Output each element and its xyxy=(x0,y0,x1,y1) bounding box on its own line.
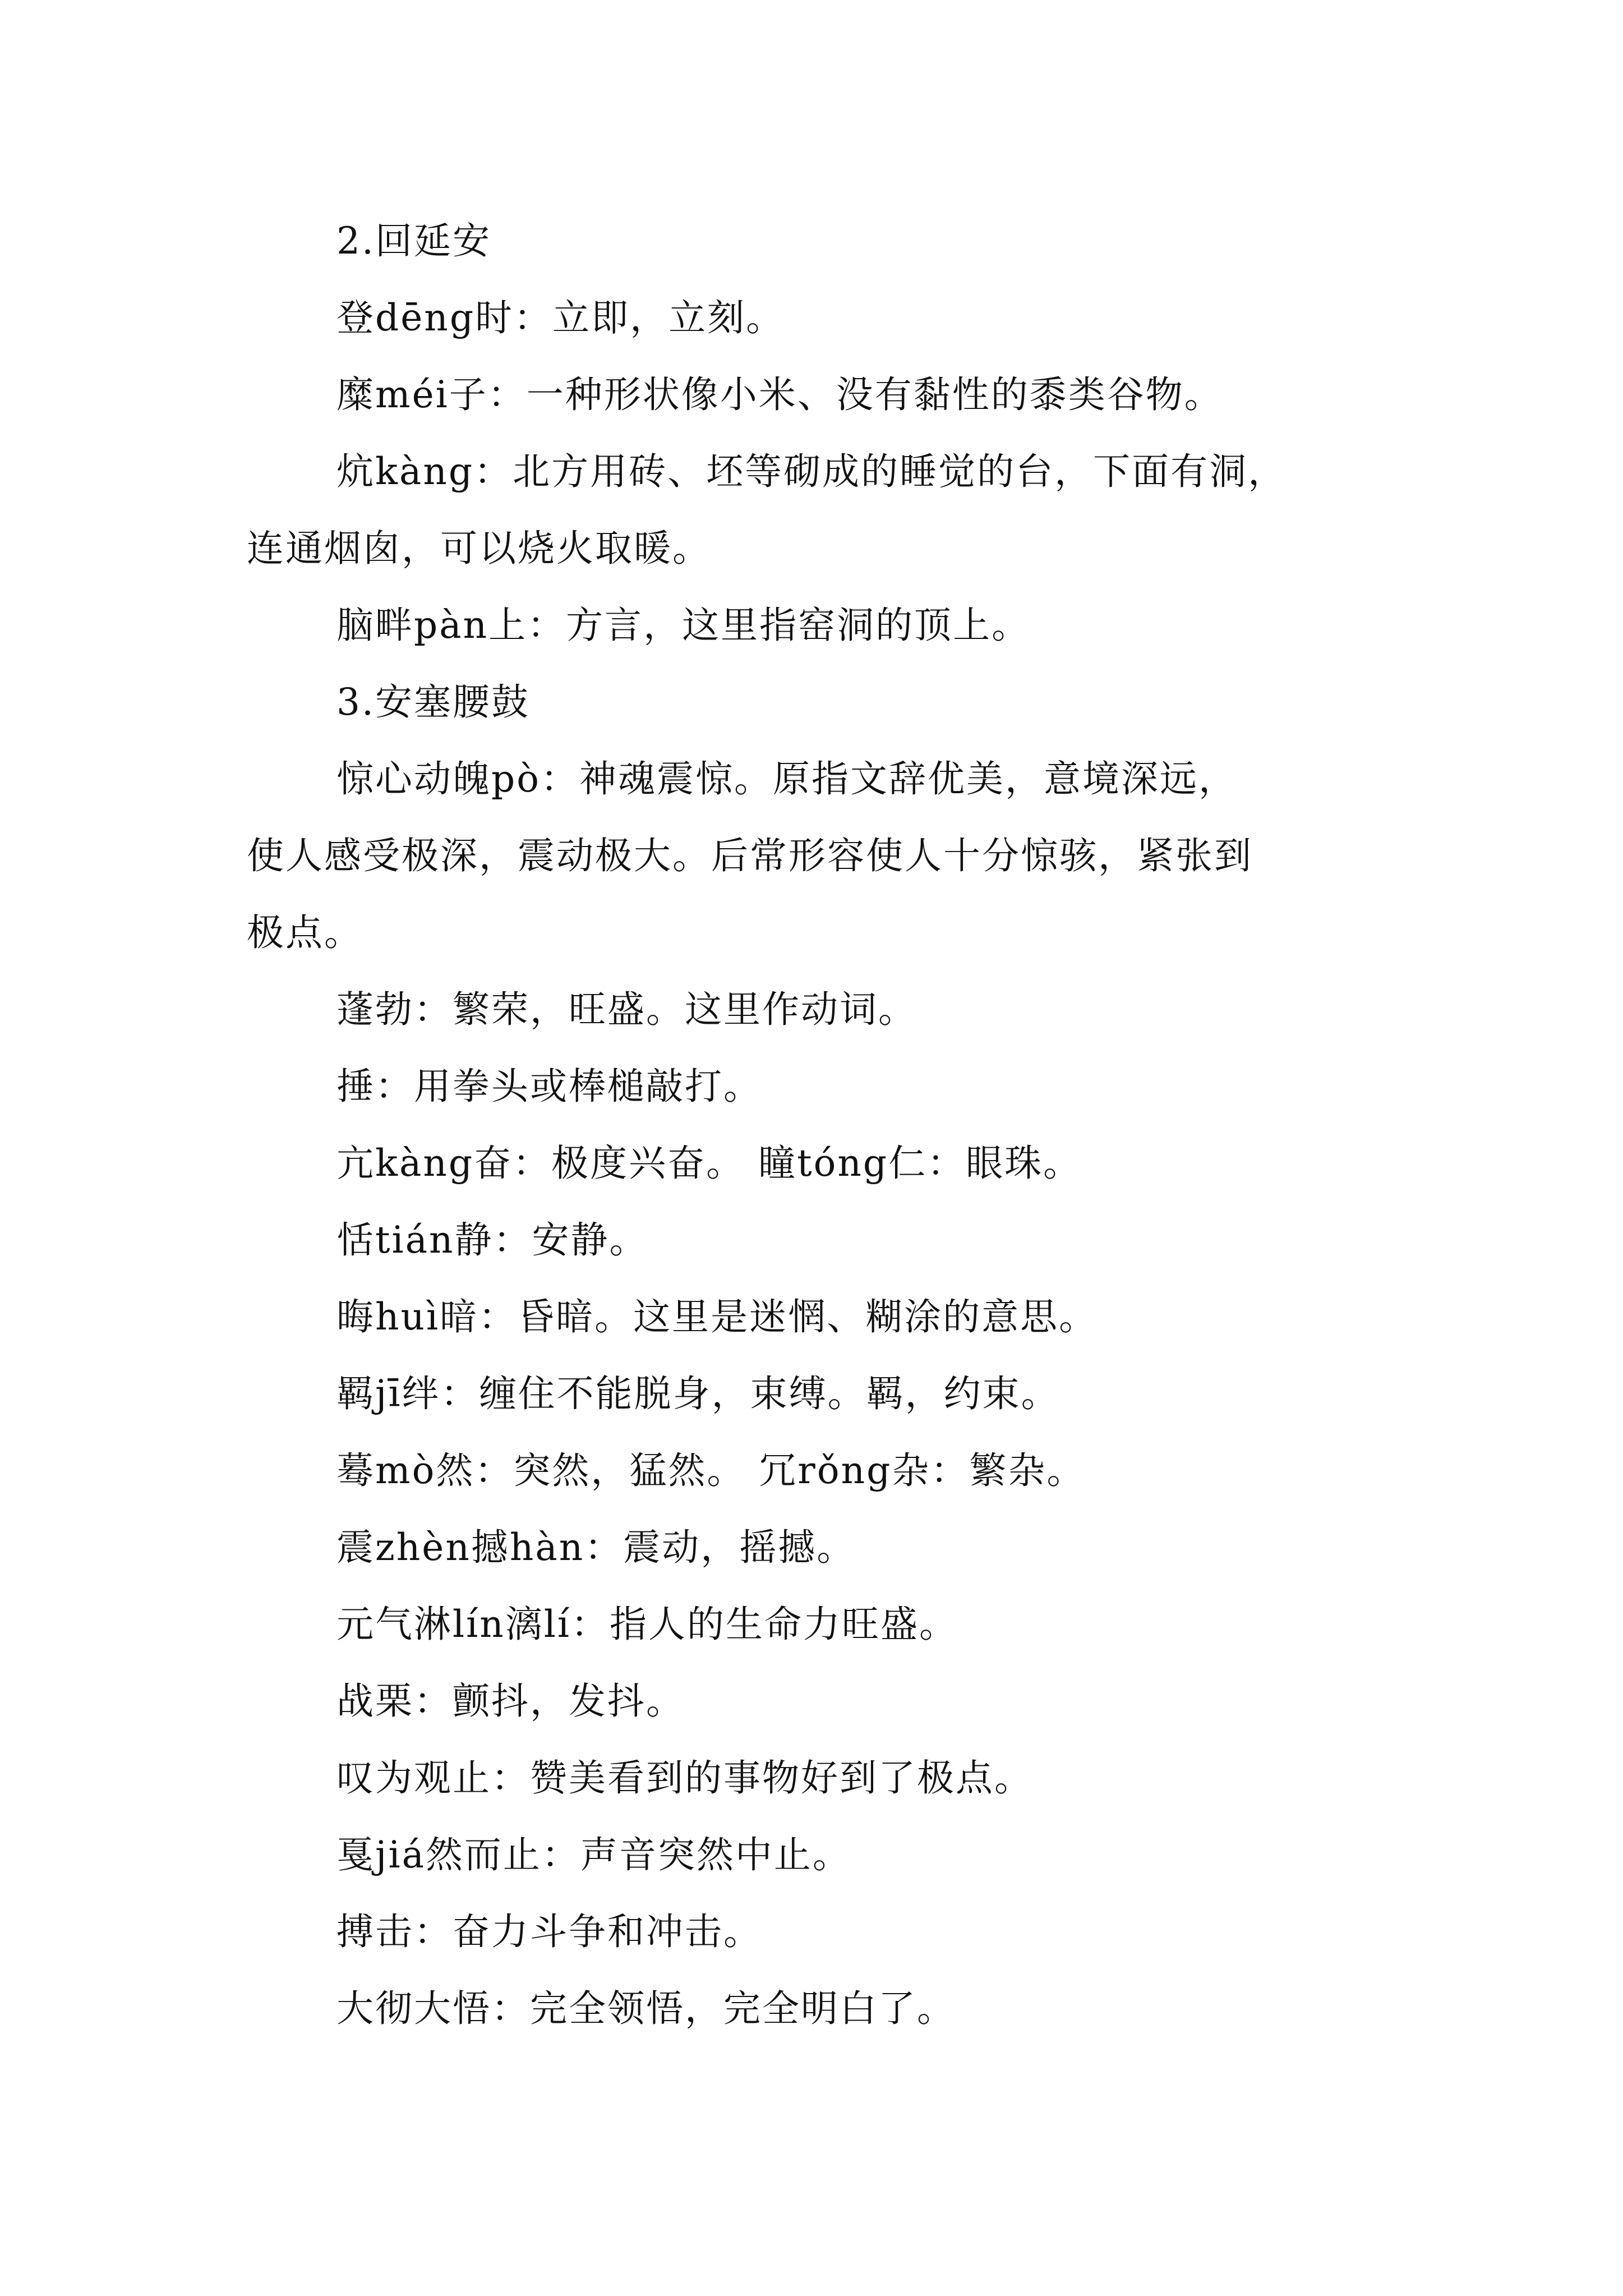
vocab-entry: 搏击：奋力斗争和冲击。 xyxy=(336,1910,762,1953)
vocab-entry: 震zhèn撼hàn：震动，摇撼。 xyxy=(336,1526,856,1569)
vocab-entry: 大彻大悟：完全领悟，完全明白了。 xyxy=(336,1987,956,2030)
vocab-entry: 羁jī绊：缠住不能脱身，束缚。羁，约束。 xyxy=(336,1372,1060,1415)
vocab-entry: 元气淋lín漓lí：指人的生命力旺盛。 xyxy=(336,1603,958,1646)
vocab-entry-continuation: 使人感受极深，震动极大。后常形容使人十分惊骇，紧张到 xyxy=(247,834,1253,877)
vocab-entry: 晦huì暗：昏暗。这里是迷惘、糊涂的意思。 xyxy=(336,1295,1098,1338)
vocab-entry: 蓦mò然：突然，猛然。 冗rǒng杂：繁杂。 xyxy=(336,1449,1086,1492)
section-heading-ansai-yaogu: 3.安塞腰鼓 xyxy=(336,680,530,724)
vocab-entry-continuation: 连通烟囱，可以烧火取暖。 xyxy=(247,527,711,570)
vocab-entry: 惊心动魄pò：神魂震惊。原指文辞优美，意境深远， xyxy=(336,757,1237,800)
vocab-entry: 蓬勃：繁荣，旺盛。这里作动词。 xyxy=(336,988,917,1031)
vocab-entry: 糜méi子：一种形状像小米、没有黏性的黍类谷物。 xyxy=(336,373,1223,416)
vocab-entry: 战栗：颤抖，发抖。 xyxy=(336,1680,685,1723)
section-heading-hui-yanan: 2.回延安 xyxy=(336,219,491,263)
vocab-entry: 亢kàng奋：极度兴奋。 瞳tóng仁：眼珠。 xyxy=(336,1142,1082,1185)
vocab-entry: 恬tián静：安静。 xyxy=(336,1218,648,1262)
vocab-entry: 登dēng时：立即，立刻。 xyxy=(336,296,785,339)
vocab-entry: 戛jiá然而止：声音突然中止。 xyxy=(336,1833,851,1876)
vocab-entry: 捶：用拳头或棒槌敲打。 xyxy=(336,1065,762,1108)
vocab-entry: 叹为观止：赞美看到的事物好到了极点。 xyxy=(336,1756,1033,1800)
vocab-entry-continuation: 极点。 xyxy=(247,911,363,954)
vocab-entry: 炕kàng：北方用砖、坯等砌成的睡觉的台，下面有洞， xyxy=(336,450,1287,493)
vocab-entry: 脑畔pàn上：方言，这里指窑洞的顶上。 xyxy=(336,604,1031,647)
